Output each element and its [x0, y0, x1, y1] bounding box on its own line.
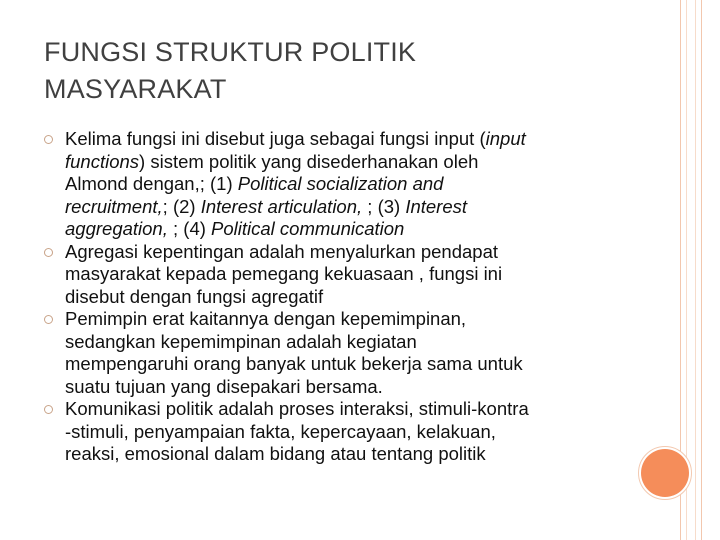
- bullet-text-line: [65, 353, 624, 376]
- slide-title-line-2: MASYARAKAT: [44, 74, 227, 104]
- text-segment: disebut dengan fungsi agregatif: [65, 285, 324, 307]
- text-segment: reaksi, emosional dalam bidang atau tentang politik: [65, 443, 486, 464]
- text-segment: suatu tujuan yang disepakari bersama.: [65, 375, 383, 397]
- text-segment: ; (3): [362, 195, 406, 217]
- bullet-item: [44, 128, 624, 241]
- text-segment: ; (2): [162, 195, 201, 217]
- text-segment: Kelima fungsi ini disebut juga sebagai fungsi input (: [65, 128, 486, 149]
- italic-text-segment: Interest: [405, 195, 468, 217]
- italic-text-segment: Interest articulation,: [200, 195, 363, 217]
- text-segment: Pemimpin erat kaitannya dengan kepemimpinan,: [65, 308, 467, 329]
- hollow-circle-bullet-icon: [44, 315, 53, 324]
- hollow-circle-bullet-icon: [44, 135, 53, 144]
- italic-text-segment: Political communication: [211, 218, 405, 239]
- bullet-text-line: [65, 196, 624, 219]
- text-segment: -stimuli, penyampaian fakta, kepercayaan, kelakuan,: [65, 420, 496, 442]
- text-segment: sedangkan kepemimpinan adalah kegiatan: [65, 330, 417, 352]
- italic-text-segment: input: [485, 128, 526, 149]
- decorative-circle-icon: [641, 449, 689, 497]
- text-segment: ) sistem politik yang disederhanakan oleh: [139, 150, 479, 172]
- slide-title: [44, 34, 604, 108]
- bullet-item: [44, 398, 624, 466]
- italic-text-segment: aggregation,: [65, 218, 168, 239]
- bullet-text-line: [65, 421, 624, 444]
- italic-text-segment: recruitment,: [65, 195, 163, 217]
- bullet-text-line: [65, 331, 624, 354]
- bullet-text-line: [65, 151, 624, 174]
- hollow-circle-bullet-icon: [44, 405, 53, 414]
- bullet-text-line: [65, 308, 624, 331]
- bullet-text-line: [65, 376, 624, 399]
- bullet-item: [44, 241, 624, 309]
- hollow-circle-bullet-icon: [44, 248, 53, 257]
- bullet-text-line: [65, 218, 624, 241]
- text-segment: masyarakat kepada pemegang kekuasaan , fungsi ini: [65, 263, 503, 284]
- text-segment: Komunikasi politik adalah proses interaksi, stimuli-kontra: [65, 398, 529, 419]
- bullet-text-line: [65, 263, 624, 286]
- bullet-text-line: [65, 286, 624, 309]
- bullet-text-line: [65, 128, 624, 151]
- italic-text-segment: functions: [65, 150, 140, 172]
- bullet-text-line: [65, 241, 624, 264]
- bullet-list: [44, 128, 624, 466]
- text-segment: Almond dengan,; (1): [65, 173, 238, 194]
- text-segment: Agregasi kepentingan adalah menyalurkan pendapat: [65, 240, 499, 262]
- bullet-text-line: [65, 443, 624, 466]
- italic-text-segment: Political socialization and: [237, 173, 444, 194]
- bullet-item: [44, 308, 624, 398]
- text-segment: ; (4): [167, 218, 212, 239]
- slide-title-line-1: FUNGSI STRUKTUR POLITIK: [44, 37, 417, 67]
- text-segment: mempengaruhi orang banyak untuk bekerja sama untuk: [65, 353, 523, 374]
- bullet-text-line: [65, 398, 624, 421]
- bullet-text-line: [65, 173, 624, 196]
